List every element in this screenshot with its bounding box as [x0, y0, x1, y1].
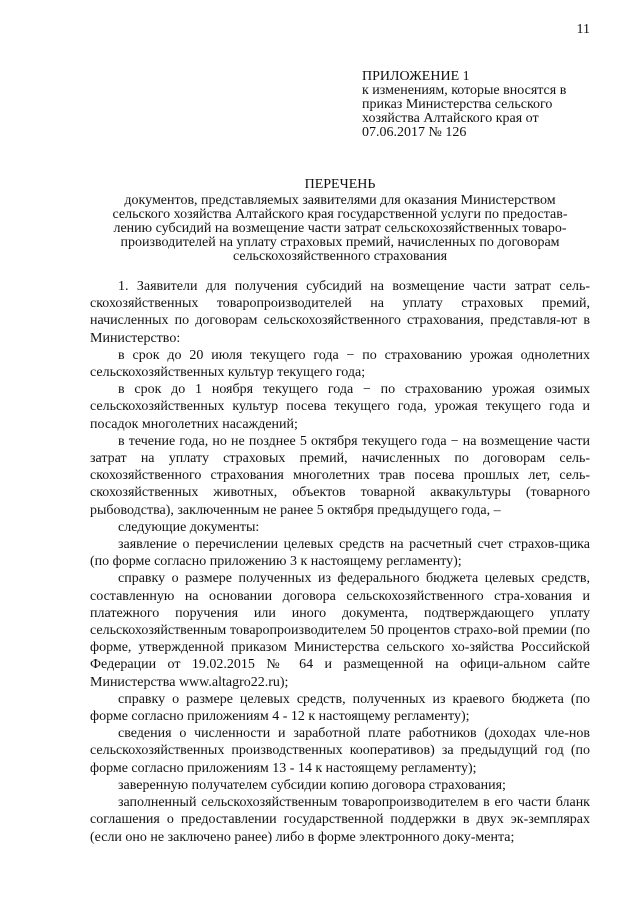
paragraph-application: заявление о перечислении целевых средств на расчетный счет страхов-щика (по форме согласно приложению 3 к настоящему регламенту);: [90, 537, 590, 570]
appendix-line: хозяйства Алтайского края от: [362, 111, 539, 126]
page-number: 11: [576, 22, 590, 37]
appendix-reference: [362, 84, 590, 140]
paragraph-deadline-october: в течение года, но не позднее 5 октября текущего года − на возмещение части затрат на уплату страховых премий, начисленных по договорам сель-скохозяйственного страхования многолетних трав посева прошлых лет, сель-скохозяйственных животных, объектов товарной аквакультуры (товарного рыбоводства), заключенным не ранее 5 октября предыдущего года, –: [90, 433, 590, 518]
paragraph-item-1: 1. Заявители для получения субсидий на возмещение части затрат сель-скохозяйственных товаропроизводителей на уплату страховых премий, начисленных по договорам сельскохозяйственного страхования, представля-ют в Министерство:: [90, 279, 590, 346]
paragraph-insurance-copy: заверенную получателем субсидии копию договора страхования;: [118, 777, 506, 793]
title-line: сельскохозяйственного страхования: [232, 249, 448, 264]
appendix-line: к изменениям, которые вносятся в: [362, 83, 567, 98]
document-title-block: [80, 178, 600, 264]
title-line: производителей на уплату страховых премий, начисленных по договорам: [120, 235, 560, 250]
document-body: [90, 278, 590, 846]
paragraph-employee-info: сведения о численности и заработной плате работников (доходах чле-нов сельскохозяйственных производственных кооперативов) за предыдущий год (по форме согласно приложениям 13 - 14 к настоящему регламенту);: [90, 726, 590, 776]
paragraph-deadline-november: в срок до 1 ноября текущего года − по страхованию урожая озимых сельскохозяйственных культур посева текущего года, урожая текущего года и посадок многолетних насаждений;: [90, 382, 590, 432]
paragraph-federal-certificate: справку о размере полученных из федерального бюджета целевых средств, составленную на основании договора сельскохозяйственного стра-хования и платежного поручения или иного документа, подтверждающего уплату сельскохозяйственным товаропроизводителем 50 процентов страхо-вой премии (по форме, утвержденной приказом Министерства сельского хо-зяйства Российской Федерации от 19.02.2015 № 64 и размещенной на офици-альном сайте Министерства www.altagro22.ru);: [90, 571, 590, 690]
document-heading: ПЕРЕЧЕНЬ: [304, 177, 376, 192]
appendix-line: 07.06.2017 № 126: [362, 125, 467, 140]
title-line: сельского хозяйства Алтайского края государственной услуги по предостав-: [112, 207, 568, 222]
title-line: документов, представляемых заявителями для оказания Министерством: [124, 193, 556, 208]
appendix-title: ПРИЛОЖЕНИЕ 1: [362, 69, 470, 84]
title-line: лению субсидий на возмещение части затрат сельскохозяйственных товаро-: [113, 221, 567, 236]
paragraph-deadline-july: в срок до 20 июля текущего года − по страхованию урожая однолетних сельскохозяйственных культур текущего года;: [90, 347, 590, 381]
paragraph-regional-certificate: справку о размере целевых средств, полученных из краевого бюджета (по форме согласно приложениям 4 - 12 к настоящему регламенту);: [90, 691, 590, 725]
paragraph-following-documents: следующие документы:: [118, 519, 260, 535]
paragraph-agreement-form: заполненный сельскохозяйственным товаропроизводителем в его части бланк соглашения о предоставлении государственной поддержки в двух эк-земплярах (если оно не заключено ранее) либо в форме электронного доку-мента;: [90, 795, 590, 845]
appendix-line: приказ Министерства сельского: [362, 97, 553, 112]
appendix-block: [362, 70, 590, 140]
